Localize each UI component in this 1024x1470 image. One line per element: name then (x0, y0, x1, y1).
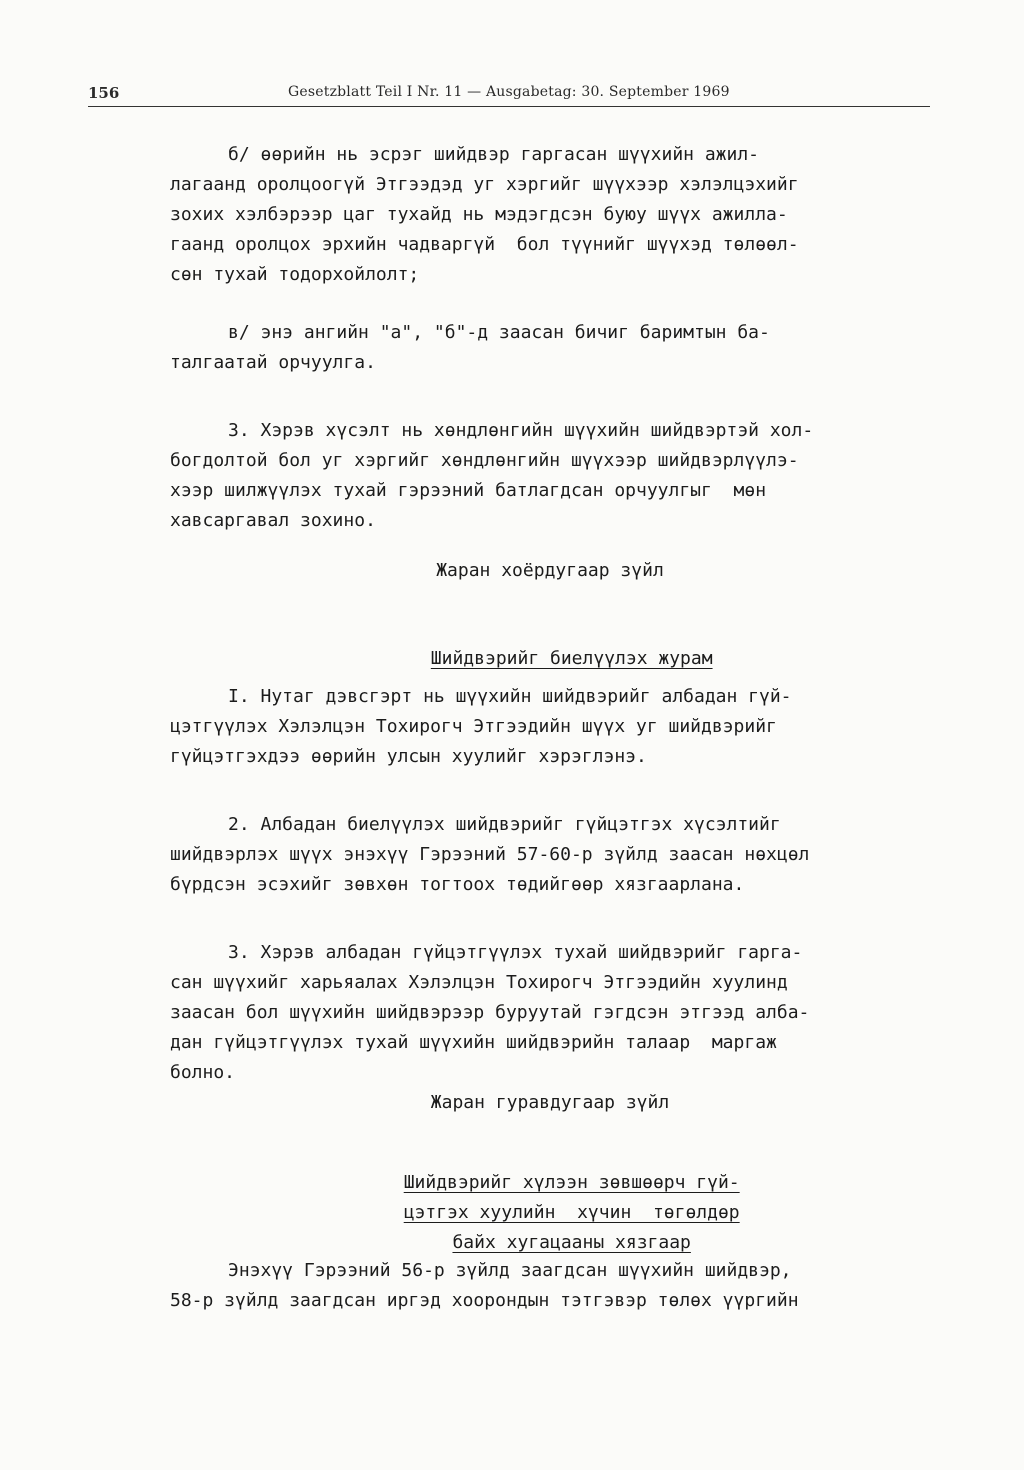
article-62-paragraph-2 (170, 810, 870, 900)
article-62-number: Жаран хоёрдугаар зүйл (436, 560, 664, 581)
text-line: богдолтой бол уг хэргийг хөндлөнгийн шүүхээр шийдвэрлүүлэ- (170, 450, 799, 471)
article-63-paragraph-1 (170, 1256, 870, 1316)
text-line: болно. (170, 1062, 236, 1083)
article-63-number: Жаран гуравдугаар зүйл (430, 1092, 670, 1113)
article-62-paragraph-1 (170, 682, 870, 772)
text-line: заасан бол шүүхийн шийдвэрээр буруутай гэгдсэн этгээд алба- (170, 1002, 810, 1023)
text-line: б/ өөрийн нь эсрэг шийдвэр гаргасан шүүхийн ажил- (228, 144, 760, 165)
text-line: цэтгүүлэх Хэлэлцэн Тохирогч Этгээдийн шүүх уг шийдвэрийг (170, 716, 777, 737)
text-line: шийдвэрлэх шүүх энэхүү Гэрээний 57-60-р зүйлд заасан нөхцөл (170, 844, 810, 865)
article-63-title-text: байх хугацааны хязгаар (452, 1232, 691, 1253)
text-line: I. Нутаг дэвсгэрт нь шүүхийн шийдвэрийг албадан гүй- (228, 686, 792, 707)
text-line: 58-р зүйлд заагдсан иргэд хоорондын тэтгэвэр төлөх үүргийн (170, 1290, 799, 1311)
page-header (88, 78, 930, 107)
text-line: хавсаргавал зохино. (170, 510, 376, 531)
article-62-title (170, 614, 870, 669)
article-63-title-text: цэтгэх хуулийн хүчин төгөлдөр (403, 1202, 740, 1223)
text-line: 3. Хэрэв хүсэлт нь хөндлөнгийн шүүхийн шийдвэртэй хол- (228, 420, 814, 441)
article-63-title-text: Шийдвэрийг хүлээн зөвшөөрч гүй- (403, 1172, 740, 1193)
document-body (170, 140, 870, 1316)
text-line: сөн тухай тодорхойлолт; (170, 264, 420, 285)
article-63-title-line-1 (170, 1138, 870, 1193)
text-line: Энэхүү Гэрээний 56-р зүйлд заагдсан шүүхийн шийдвэр, (228, 1260, 792, 1281)
text-line: дан гүйцэтгүүлэх тухай шүүхийн шийдвэрийн талаар маргаж (170, 1032, 777, 1053)
text-line: 3. Хэрэв албадан гүйцэтгүүлэх тухай шийдвэрийг гарга- (228, 942, 803, 963)
text-line: лагаанд оролцоогүй Этгээдэд уг хэргийг шүүхээр хэлэлцэхийг (170, 174, 799, 195)
text-line: бүрдсэн эсэхийг зөвхөн тогтоох төдийгөөр хязгаарлана. (170, 874, 745, 895)
text-line: гүйцэтгэхдээ өөрийн улсын хуулийг хэрэглэнэ. (170, 746, 647, 767)
article-62-title-text: Шийдвэрийг биелүүлэх журам (430, 648, 713, 669)
text-line: зохих хэлбэрээр цаг тухайд нь мэдэгдсэн буюу шүүх ажилла- (170, 204, 788, 225)
text-line: талгаатай орчуулга. (170, 352, 376, 373)
gazette-title: Gesetzblatt Teil I Nr. 11 — Ausgabetag: 30. September 1969 (288, 84, 730, 100)
text-line: хээр шилжүүлэх тухай гэрээний батлагдсан орчуулгыг мөн (170, 480, 767, 501)
page-number: 156 (88, 84, 120, 102)
paragraph-b (170, 140, 870, 290)
text-line: в/ энэ ангийн "а", "б"-д заасан бичиг баримтын ба- (228, 322, 770, 343)
text-line: гаанд оролцох эрхийн чадваргүй бол түүнийг шүүхэд төлөөл- (170, 234, 799, 255)
text-line: сан шүүхийг харьяалах Хэлэлцэн Тохирогч Этгээдийн хуулинд (170, 972, 788, 993)
paragraph-3 (170, 416, 870, 536)
text-line: 2. Албадан биелүүлэх шийдвэрийг гүйцэтгэх хүсэлтийг (228, 814, 781, 835)
paragraph-v (170, 318, 870, 378)
article-62-paragraph-3 (170, 938, 870, 1088)
